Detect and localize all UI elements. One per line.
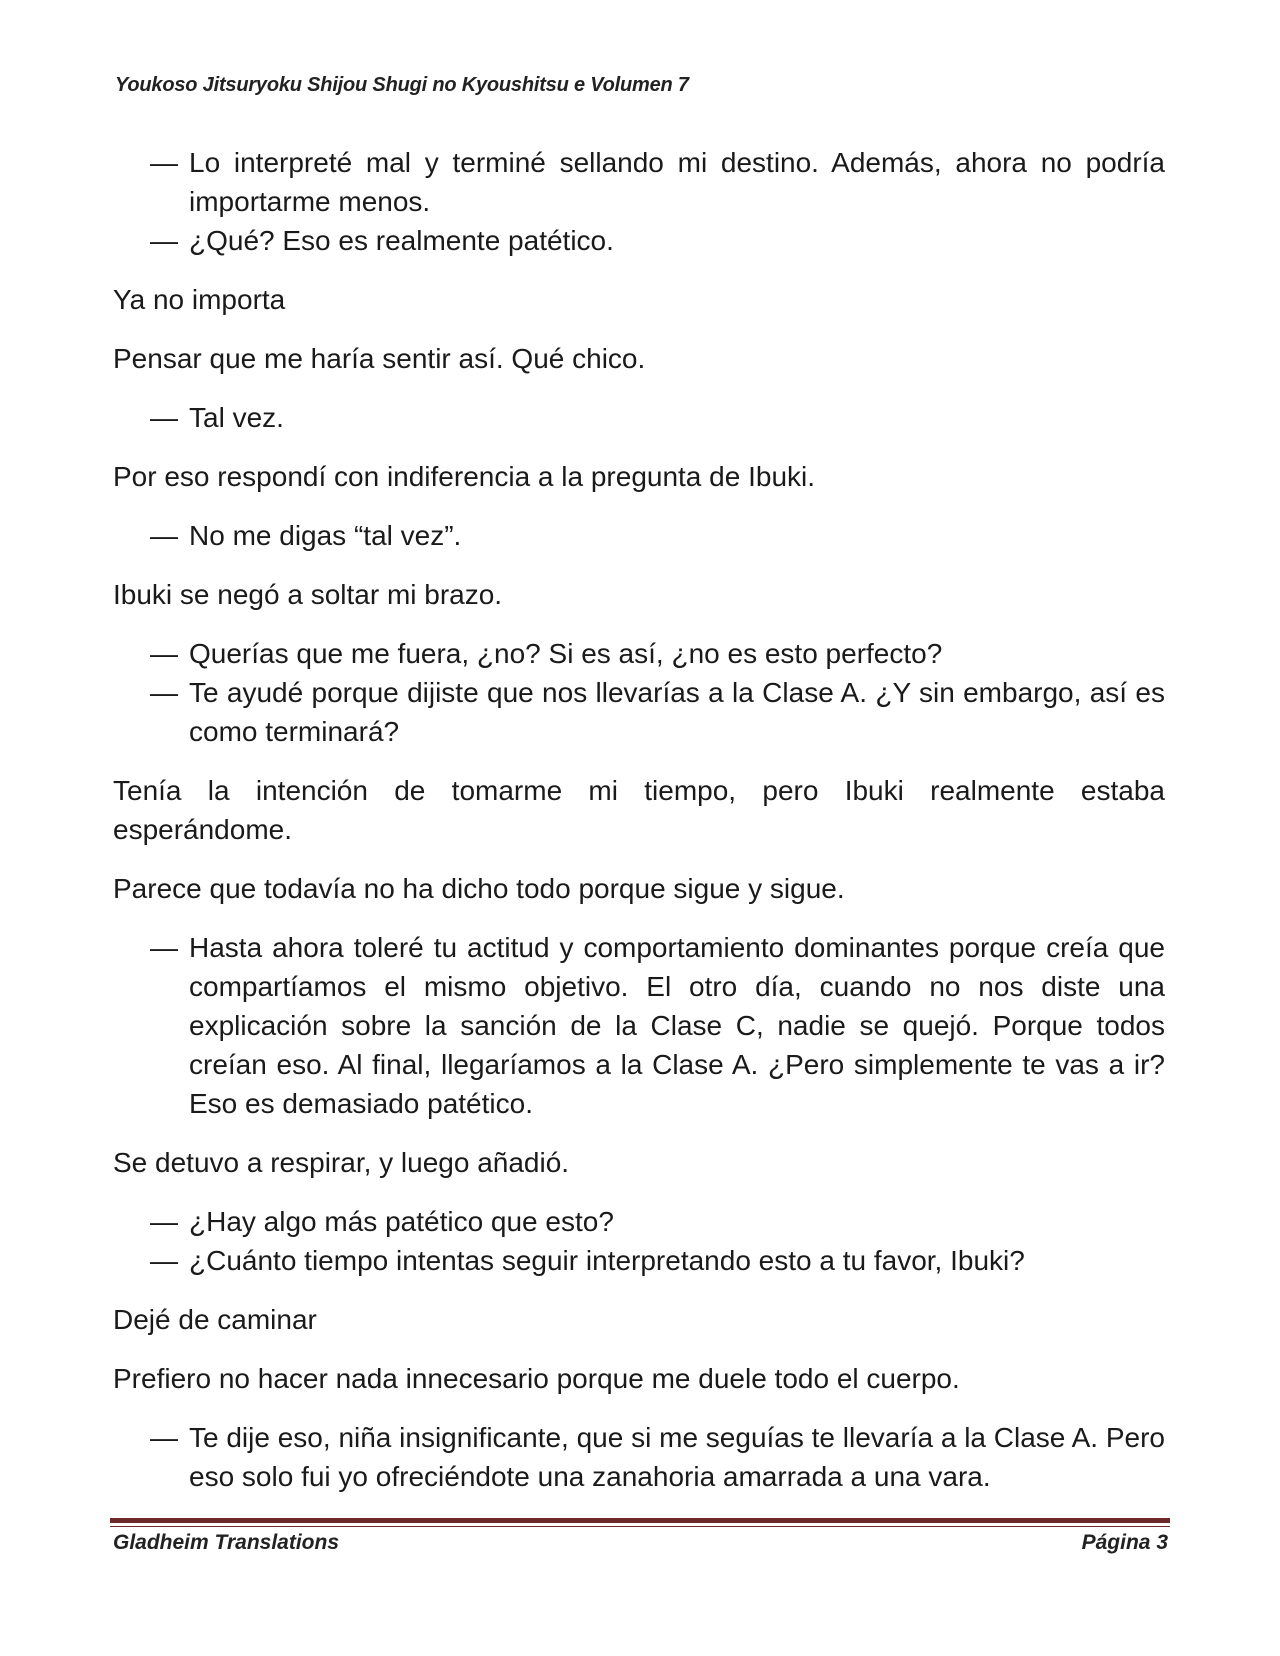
dialogue-line: — No me digas “tal vez”. [113,516,1165,555]
running-header: Youkoso Jitsuryoku Shijou Shugi no Kyoushitsu e Volumen 7 [115,74,689,96]
dialogue-line: — Tal vez. [113,398,1165,437]
dialogue-dash: — [150,638,178,669]
dialogue-line: — Querías que me fuera, ¿no? Si es así, ¿no es esto perfecto? [113,634,1165,673]
dialogue-dash: — [150,1245,178,1276]
narration-paragraph: Se detuvo a respirar, y luego añadió. [113,1147,570,1178]
footer-rule [110,1518,1170,1523]
footer-rule-thin [110,1526,1170,1527]
narration-paragraph: Dejé de caminar [113,1304,317,1335]
dialogue-line: — ¿Hay algo más patético que esto? [113,1202,1165,1241]
dialogue-dash: — [150,402,178,433]
narration-paragraph: Ibuki se negó a soltar mi brazo. [113,579,503,610]
dialogue-line: — Lo interpreté mal y terminé sellando mi destino. Además, ahora no podría importarme menos. [113,143,1165,221]
dialogue-line: — ¿Qué? Eso es realmente patético. [113,221,1165,260]
dialogue-line: — ¿Cuánto tiempo intentas seguir interpretando esto a tu favor, Ibuki? [113,1241,1165,1280]
narration-paragraph: Por eso respondí con indiferencia a la pregunta de Ibuki. [113,461,816,492]
page-body [113,143,1165,1496]
dialogue-dash: — [150,1422,178,1453]
narration-paragraph: Pensar que me haría sentir así. Qué chico. [113,343,646,374]
dialogue-line: — Te ayudé porque dijiste que nos llevarías a la Clase A. ¿Y sin embargo, así es como terminará? [113,673,1165,751]
dialogue-line: — Te dije eso, niña insignificante, que si me seguías te llevaría a la Clase A. Pero eso solo fui yo ofreciéndote una zanahoria amarrada a una vara. [113,1418,1165,1496]
footer-credit: Gladheim Translations [113,1531,340,1554]
narration-paragraph: Ya no importa [113,284,286,315]
dialogue-dash: — [150,677,178,708]
dialogue-dash: — [150,1206,178,1237]
dialogue-dash: — [150,147,178,178]
dialogue-line: — Hasta ahora toleré tu actitud y comportamiento dominantes porque creía que compartíamos el mismo objetivo. El otro día, cuando no nos diste una explicación sobre la sanción de la Clase C, nadie se quejó. Porque todos creían eso. Al final, llegaríamos a la Clase A. ¿Pero simplemente te vas a ir? Eso es demasiado patético. [113,928,1165,1123]
narration-paragraph: Parece que todavía no ha dicho todo porque sigue y sigue. [113,873,845,904]
page-number: Página 3 [1081,1531,1168,1554]
dialogue-dash: — [150,225,178,256]
dialogue-dash: — [150,520,178,551]
narration-paragraph: Prefiero no hacer nada innecesario porque me duele todo el cuerpo. [113,1363,960,1394]
dialogue-dash: — [150,932,178,963]
narration-paragraph: Tenía la intención de tomarme mi tiempo, pero Ibuki realmente estaba esperándome. [113,775,1165,845]
